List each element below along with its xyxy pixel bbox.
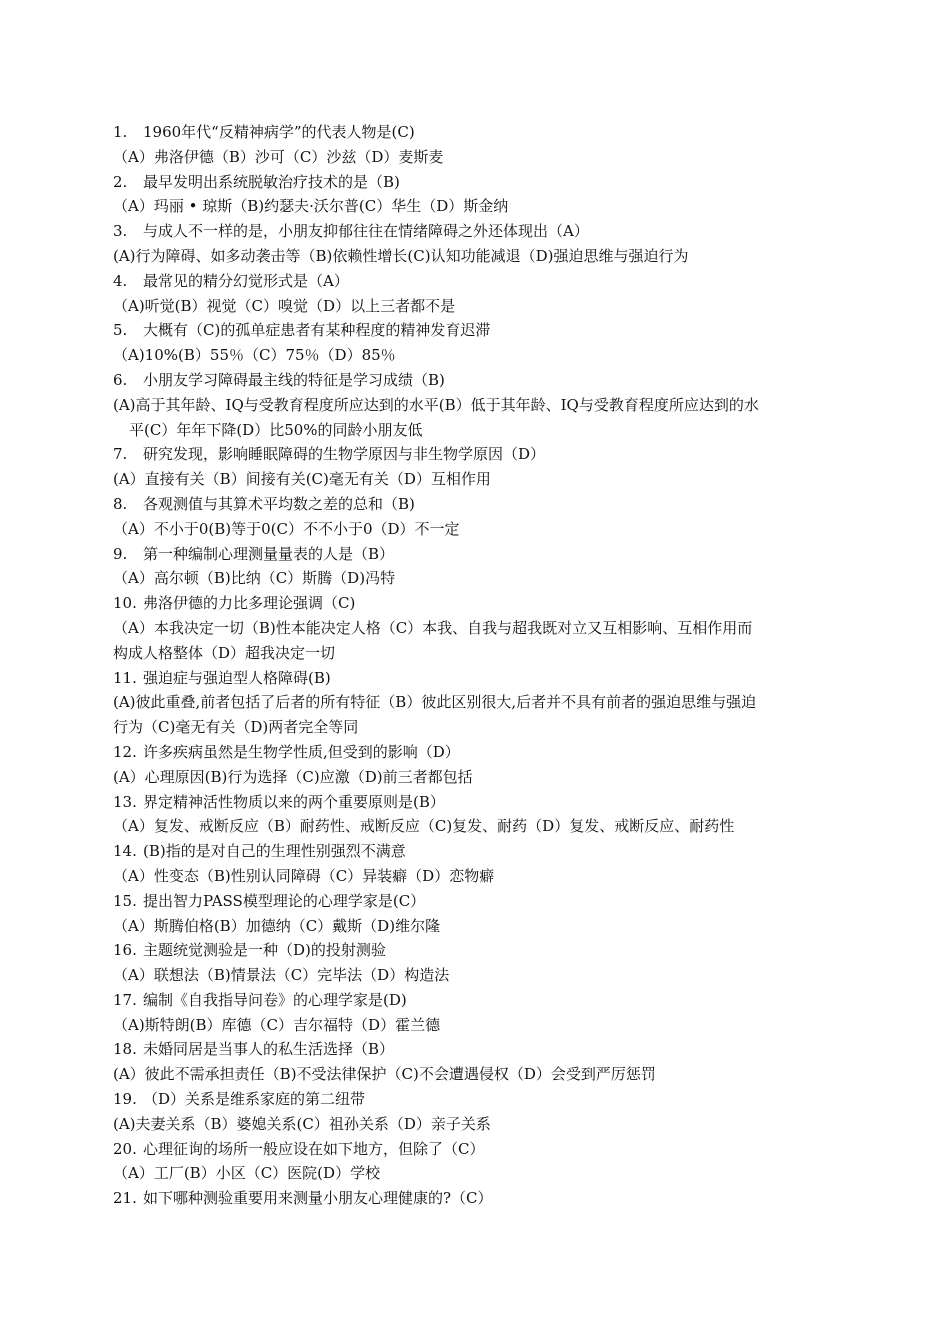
question-stem	[113, 591, 843, 616]
question-text: (B)指的是对自己的生理性别强烈不满意	[143, 842, 406, 861]
answer-options-continued: 平(C）年年下降(D）比50%的同龄小朋友低	[129, 420, 423, 439]
question-stem	[113, 938, 843, 963]
question-text: 如下哪种测验重要用来测量小朋友心理健康的?（C）	[143, 1189, 493, 1208]
question-text: 许多疾病虽然是生物学性质,但受到的影响（D）	[143, 742, 460, 761]
answer-options: (A)行为障碍、如多动袭击等（B)依赖性增长(C)认知功能减退（D)强迫思维与强迫行为	[113, 246, 689, 265]
answer-options: (A)彼此重叠,前者包括了后者的所有特征（B）彼此区别很大,后者并不具有前者的强迫思维与强迫	[113, 693, 757, 712]
question-stem	[113, 1137, 843, 1162]
question-stem	[113, 219, 843, 244]
question-number: 4.	[113, 271, 128, 290]
question-text: 未婚同居是当事人的私生活选择（B）	[143, 1040, 395, 1059]
question-text: 大概有（C)的孤单症患者有某种程度的精神发育迟滞	[143, 321, 491, 340]
answer-options: (A）心理原因(B)行为选择（C)应激（D)前三者都包括	[113, 767, 473, 786]
question-number: 19.	[113, 1090, 137, 1109]
question-text: 编制《自我指导问卷》的心理学家是(D)	[143, 990, 407, 1009]
answer-options: （A）性变态（B)性别认同障碍（C）异装癖（D）恋物癖	[113, 866, 495, 885]
answer-options: （A)斯特朗(B）库德（C）吉尔福特（D）霍兰德	[113, 1015, 441, 1034]
answer-options: （A）高尔顿（B)比纳（C）斯腾（D)冯特	[113, 569, 396, 588]
question-text: 最常见的精分幻觉形式是（A）	[143, 271, 349, 290]
question-stem	[113, 1037, 843, 1062]
question-text: 心理征询的场所一般应设在如下地方，但除了（C）	[143, 1139, 485, 1158]
question-text: 第一种编制心理测量量表的人是（B）	[143, 544, 395, 563]
answer-options: （A）本我决定一切（B)性本能决定人格（C）本我、自我与超我既对立又互相影响、互相作用而	[113, 618, 753, 637]
answer-options: （A）弗洛伊德（B）沙可（C）沙兹（D）麦斯麦	[113, 147, 444, 166]
question-stem	[113, 1186, 843, 1211]
question-list	[113, 120, 843, 1211]
answer-options: 行为（C)毫无有关（D)两者完全等同	[113, 718, 359, 737]
question-number: 1.	[113, 123, 128, 141]
question-stem	[113, 318, 843, 343]
question-stem	[113, 889, 843, 914]
question-number: 21.	[113, 1189, 137, 1208]
answer-options: （A)听觉(B）视觉（C）嗅觉（D）以上三者都不是	[113, 296, 456, 315]
answer-options: （A）联想法（B)情景法（C）完毕法（D）构造法	[113, 966, 450, 985]
question-stem	[113, 790, 843, 815]
question-text: 1960年代“反精神病学”的代表人物是(C)	[143, 123, 415, 141]
question-stem	[113, 170, 843, 195]
answer-options: (A)高于其年龄、IQ与受教育程度所应达到的水平(B）低于其年龄、IQ与受教育程度所应达到的水	[113, 395, 759, 414]
question-text: 最早发明出系统脱敏治疗技术的是（B)	[143, 172, 400, 191]
answer-options: 构成人格整体（D）超我决定一切	[113, 643, 336, 662]
answer-options: （A）复发、戒断反应（B）耐药性、戒断反应（C)复发、耐药（D）复发、戒断反应、耐药性	[113, 817, 735, 836]
question-text: 研究发现，影响睡眠障碍的生物学原因与非生物学原因（D）	[143, 445, 546, 464]
answer-options: (A）彼此不需承担责任（B)不受法律保护（C)不会遭遇侵权（D）会受到严厉惩罚	[113, 1065, 656, 1084]
question-stem	[113, 1087, 843, 1112]
question-number: 5.	[113, 321, 128, 340]
answer-options: （A）不小于0(B)等于0(C）不不小于0（D）不一定	[113, 519, 460, 538]
question-number: 18.	[113, 1040, 137, 1059]
question-number: 2.	[113, 172, 128, 191]
question-number: 10.	[113, 594, 137, 613]
answer-options: (A）直接有关（B）间接有关(C)毫无有关（D）互相作用	[113, 470, 491, 489]
question-text: 界定精神活性物质以来的两个重要原则是(B）	[143, 792, 445, 811]
question-text: （D）关系是维系家庭的第二纽带	[143, 1090, 366, 1109]
question-number: 8.	[113, 494, 128, 513]
question-number: 15.	[113, 891, 137, 910]
question-stem	[113, 442, 843, 467]
question-number: 17.	[113, 990, 137, 1009]
answer-options: （A)10%(B）55％（C）75％（D）85％	[113, 346, 396, 365]
question-number: 6.	[113, 370, 128, 389]
question-number: 9.	[113, 544, 128, 563]
question-stem	[113, 269, 843, 294]
answer-options: （A）工厂(B）小区（C）医院(D）学校	[113, 1164, 381, 1183]
question-stem	[113, 120, 843, 145]
question-text: 弗洛伊德的力比多理论强调（C)	[143, 594, 356, 613]
answer-options: (A)夫妻关系（B）婆媳关系(C）祖孙关系（D）亲子关系	[113, 1114, 491, 1133]
question-number: 7.	[113, 445, 128, 464]
question-number: 11.	[113, 668, 137, 687]
question-stem	[113, 839, 843, 864]
question-text: 与成人不一样的是，小朋友抑郁往往在情绪障碍之外还体现出（A）	[143, 222, 589, 241]
question-text: 小朋友学习障碍最主线的特征是学习成绩（B)	[143, 370, 445, 389]
question-text: 各观测值与其算术平均数之差的总和（B)	[143, 494, 415, 513]
question-stem	[113, 988, 843, 1013]
question-text: 主题统觉测验是一种（D)的投射测验	[143, 941, 386, 960]
question-number: 14.	[113, 842, 137, 861]
question-number: 20.	[113, 1139, 137, 1158]
question-stem	[113, 740, 843, 765]
question-number: 12.	[113, 742, 137, 761]
question-number: 13.	[113, 792, 137, 811]
question-number: 16.	[113, 941, 137, 960]
question-stem	[113, 492, 843, 517]
answer-options: （A）斯腾伯格(B）加德纳（C）戴斯（D)维尔隆	[113, 916, 441, 935]
question-stem	[113, 368, 843, 393]
answer-options: （A）玛丽 • 琼斯（B)约瑟夫·沃尔普(C）华生（D）斯金纳	[113, 197, 509, 216]
question-stem	[113, 666, 843, 691]
question-text: 强迫症与强迫型人格障碍(B)	[143, 668, 331, 687]
question-number: 3.	[113, 222, 128, 241]
question-stem	[113, 542, 843, 567]
question-text: 提出智力PASS模型理论的心理学家是(C）	[143, 891, 426, 910]
